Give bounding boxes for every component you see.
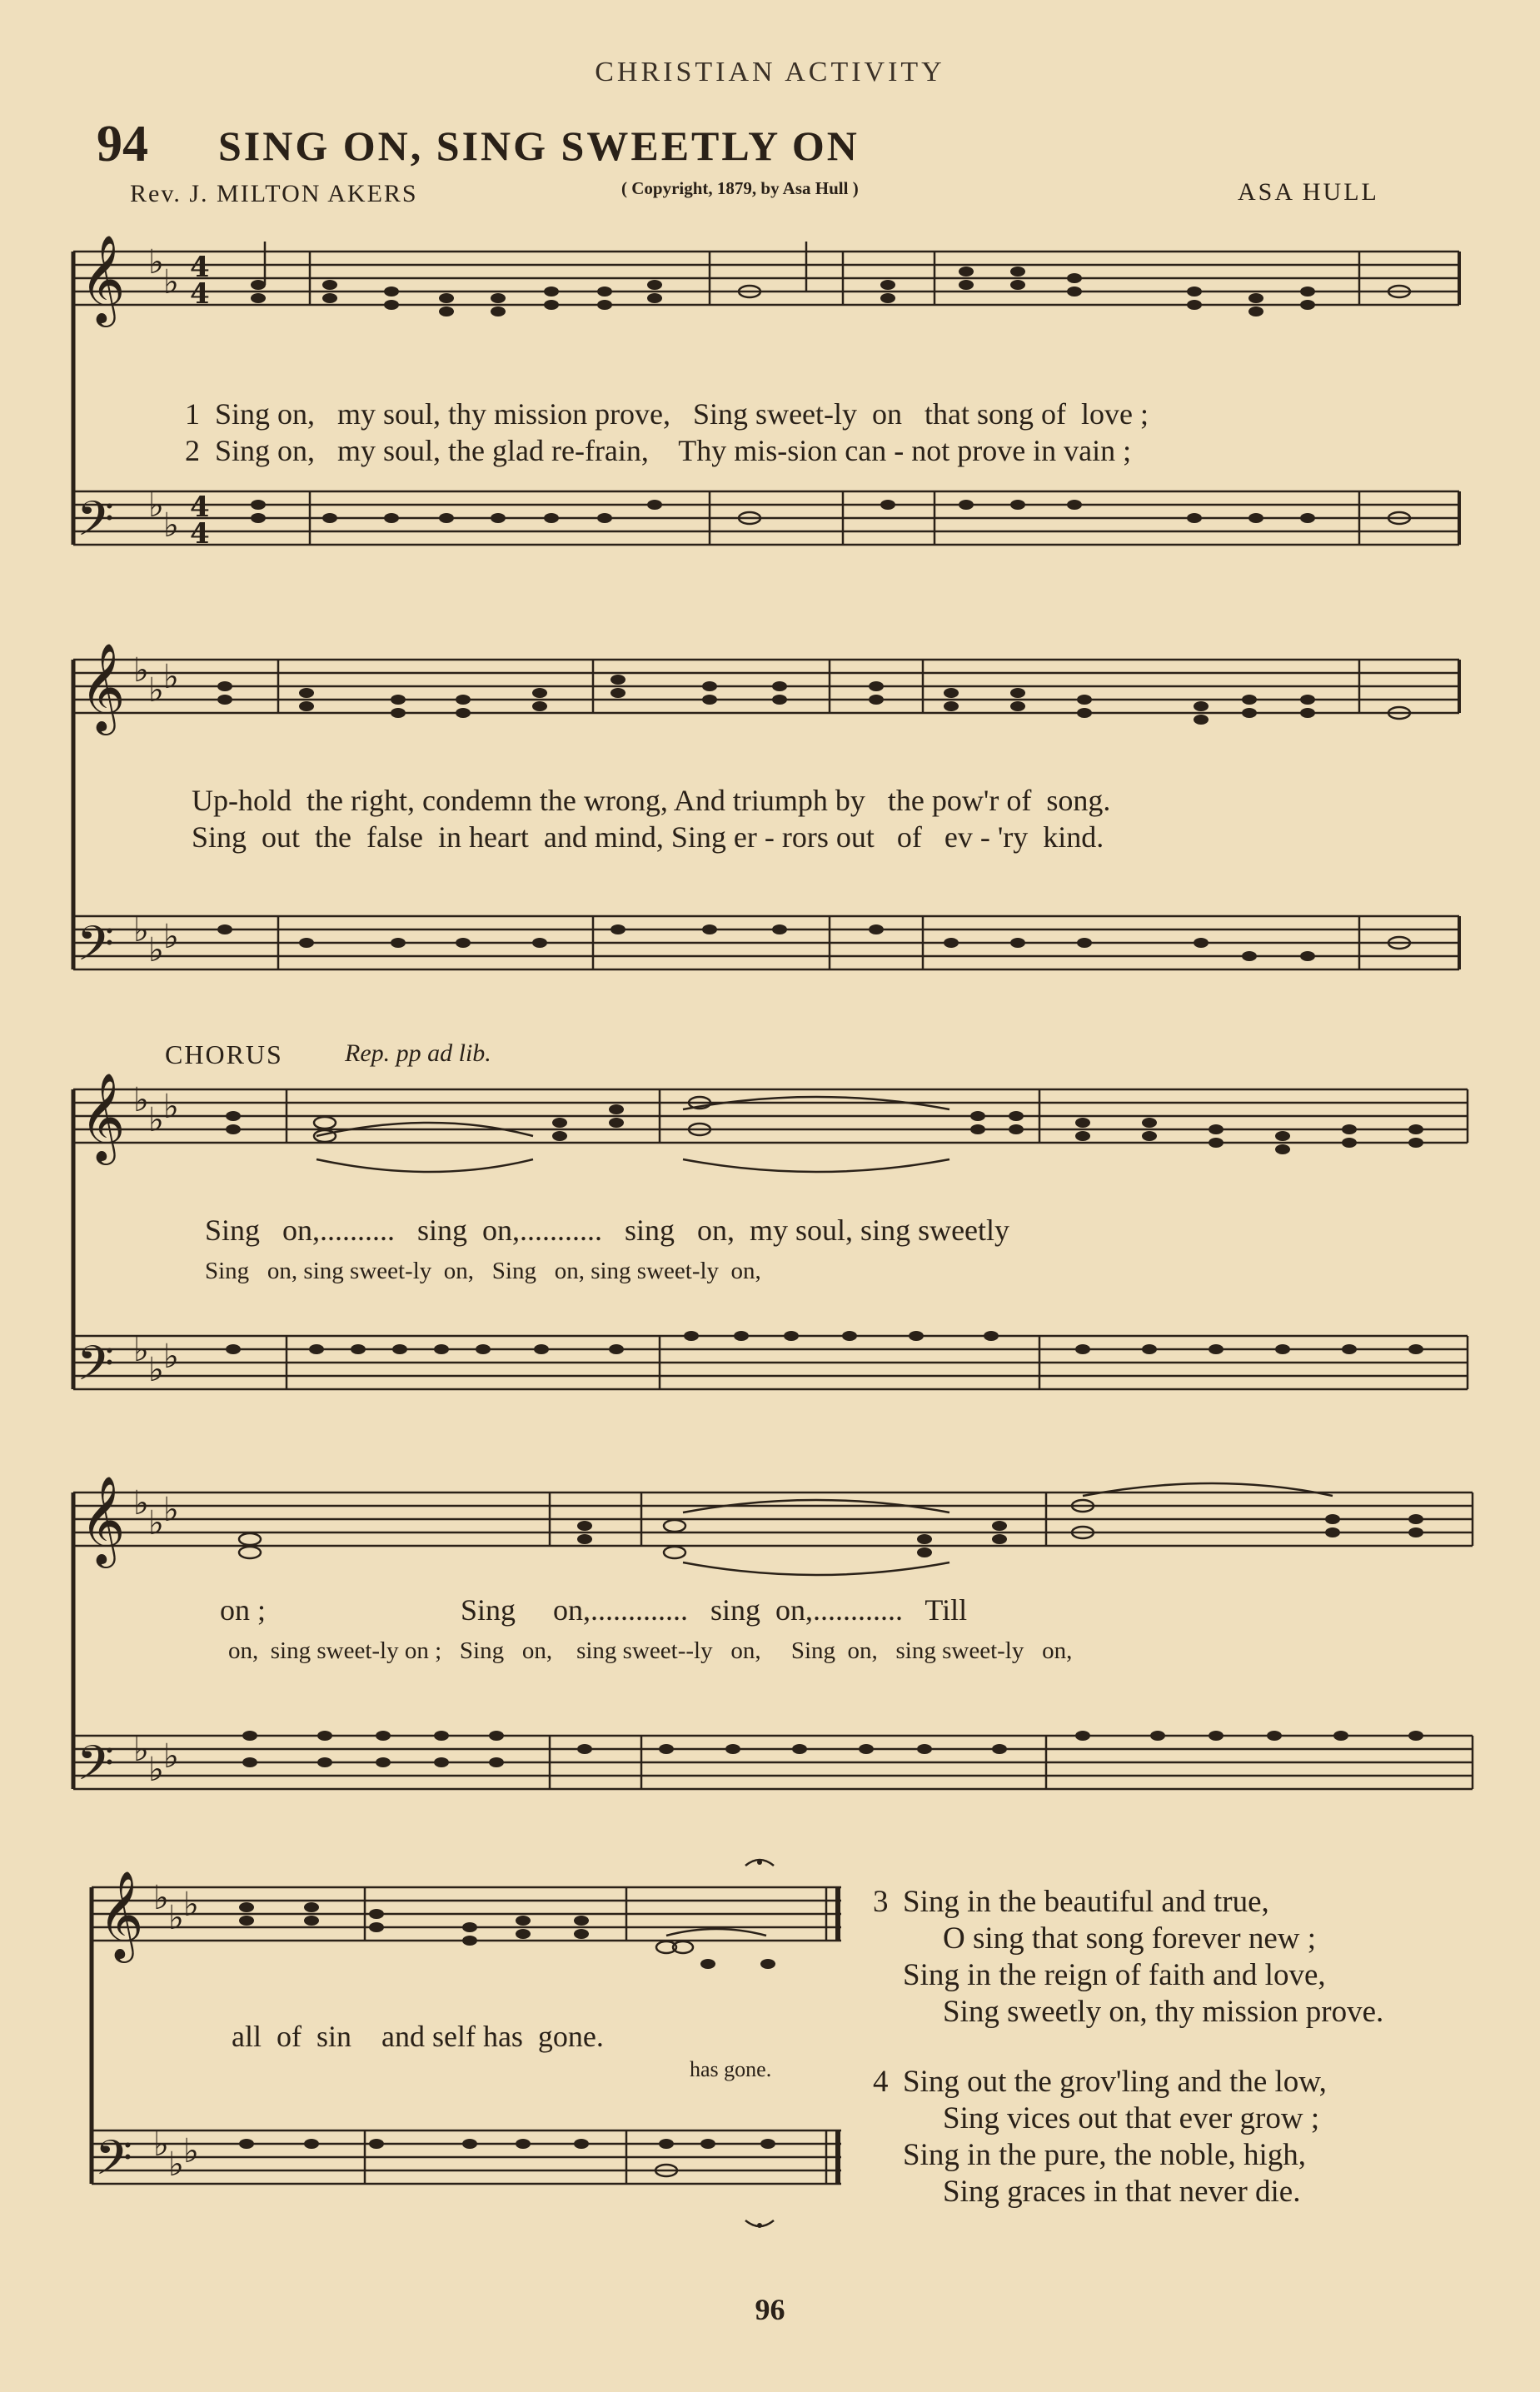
page-number: 96 [755,2293,785,2326]
section-heading: CHRISTIAN ACTIVITY [595,57,945,87]
hymn-title: SING ON, SING SWEETLY ON [218,122,860,169]
stanza-number: 3 [873,1885,889,1919]
copyright-notice: ( Copyright, 1879, by Asa Hull ) [621,178,859,198]
svg-text:♭: ♭ [148,243,164,282]
svg-text:♭: ♭ [163,1088,179,1126]
svg-text:♭: ♭ [148,1101,164,1139]
svg-text:♭: ♭ [133,1731,149,1769]
verse-number: 2 [185,434,200,467]
svg-text:♭: ♭ [183,2132,199,2170]
svg-text:♭: ♭ [148,931,164,969]
svg-text:♭: ♭ [163,658,179,696]
svg-text:♭: ♭ [153,2125,169,2164]
stanza-line: Sing sweetly on, thy mission prove. [943,1995,1384,2029]
lyric-text: Sing on, my soul, thy mission prove, Sing sweet-ly on that song of love ; [215,397,1149,431]
chorus-label: CHORUS [165,1039,283,1069]
stanza-3 [873,1884,1384,2031]
svg-text:𝄢: 𝄢 [77,1335,115,1403]
svg-text:♭: ♭ [163,1491,179,1529]
svg-text:♭: ♭ [168,2145,184,2184]
bass-lyric-line-3: has gone. [690,2057,772,2081]
stanza-line: Sing in the pure, the noble, high, [903,2138,1307,2172]
svg-text:♭: ♭ [133,1081,149,1119]
svg-text:𝄢: 𝄢 [95,2130,133,2198]
lyric-line-6: on ; Sing on,............. sing on,............ Till [220,1593,968,1627]
stanza-line: Sing vices out that ever grow ; [943,2101,1320,2135]
svg-text:𝄢: 𝄢 [77,1735,115,1803]
svg-text:♭: ♭ [183,1886,199,1924]
svg-text:♭: ♭ [148,1504,164,1542]
svg-text:♭: ♭ [163,1737,179,1776]
stanza-line: Sing graces in that never die. [943,2175,1301,2209]
svg-text:♭: ♭ [163,918,179,956]
author-credit: Rev. J. MILTON AKERS [130,180,418,207]
lyric-line-7: all of sin and self has gone. [232,2020,604,2053]
svg-text:♭: ♭ [133,911,149,949]
stanza-line: Sing in the reign of faith and love, [903,1958,1326,1992]
svg-text:𝄞: 𝄞 [80,642,126,731]
bass-lyric-line-2: on, sing sweet-ly on ; Sing on, sing sweet--ly on, Sing on, sing sweet-ly on, [228,1637,1073,1664]
stanza-line: Sing out the grov'ling and the low, [903,2065,1327,2099]
stanza-number: 4 [873,2065,889,2099]
svg-text:♭: ♭ [153,1879,169,1917]
svg-text:♭: ♭ [133,1331,149,1369]
lyric-text: Sing on, my soul, the glad re-frain, Thy mis-sion can - not prove in vain ; [215,434,1132,467]
svg-text:𝄞: 𝄞 [98,1870,144,1959]
composer-credit: ASA HULL [1238,178,1379,206]
chorus-direction: Rep. pp ad lib. [345,1039,491,1067]
svg-text:𝄞: 𝄞 [80,1072,126,1161]
svg-text:♭: ♭ [148,671,164,710]
lyric-line-4: Sing out the false in heart and mind, Sing er - rors out of ev - 'ry kind. [192,820,1104,854]
lyric-line-3: Up-hold the right, condemn the wrong, And triumph by the pow'r of song. [192,784,1111,817]
hymn-number: 94 [97,116,148,172]
lyric-line-2 [170,398,1131,468]
svg-text:♭: ♭ [133,651,149,690]
svg-text:4: 4 [190,517,210,551]
verse-number: 1 [185,397,200,431]
svg-text:4: 4 [190,491,210,524]
svg-text:4: 4 [190,277,210,311]
svg-text:♭: ♭ [163,506,179,545]
lyric-line-5: Sing on,.......... sing on,........... sing on, my soul, sing sweetly [205,1213,1010,1247]
svg-text:𝄞: 𝄞 [80,234,126,323]
svg-text:♭: ♭ [163,263,179,301]
svg-text:♭: ♭ [133,1484,149,1522]
stanza-line: Sing in the beautiful and true, [903,1885,1269,1919]
svg-text:4: 4 [190,251,210,284]
svg-text:♭: ♭ [168,1899,184,1937]
svg-text:♭: ♭ [163,1338,179,1376]
stanza-4 [873,2064,1327,2210]
stanza-line: O sing that song forever new ; [943,1921,1317,1956]
svg-text:𝄞: 𝄞 [80,1475,126,1564]
svg-text:♭: ♭ [148,1751,164,1789]
svg-text:♭: ♭ [148,486,164,525]
bass-lyric-line-1: Sing on, sing sweet-ly on, Sing on, sing sweet-ly on, [205,1258,761,1284]
svg-text:𝄢: 𝄢 [77,915,115,984]
svg-text:𝄢: 𝄢 [77,491,115,559]
svg-text:♭: ♭ [148,1351,164,1389]
